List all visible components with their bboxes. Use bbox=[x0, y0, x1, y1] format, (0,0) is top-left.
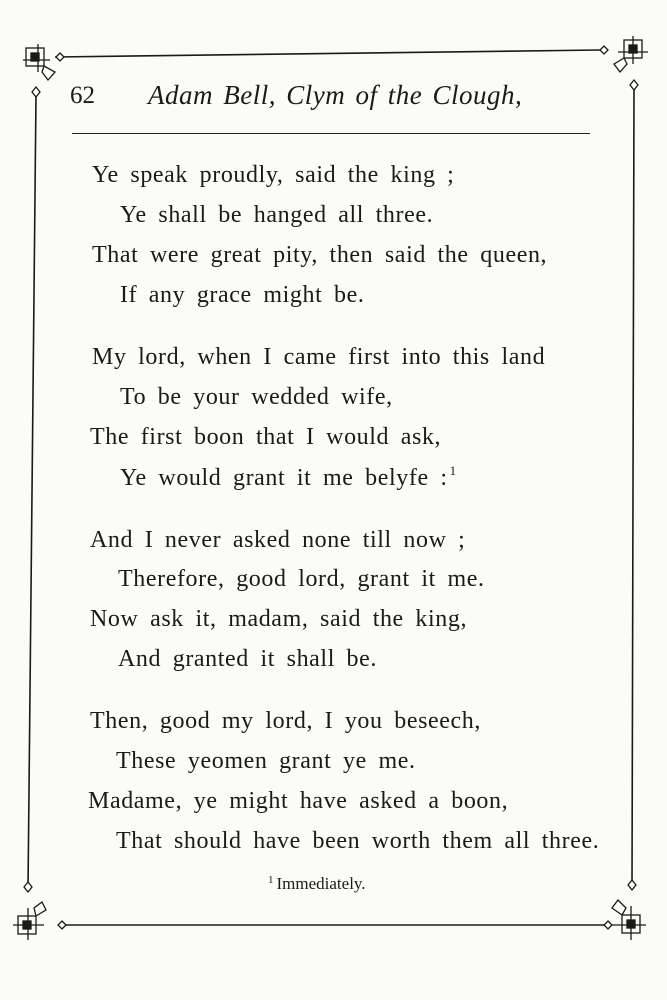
poem-line: Then, good my lord, I you beseech, bbox=[90, 708, 481, 734]
page-number: 62 bbox=[70, 82, 95, 109]
footnote bbox=[268, 874, 366, 894]
poem-line: Ye speak proudly, said the king ; bbox=[92, 162, 455, 188]
poem-line: If any grace might be. bbox=[120, 282, 365, 308]
poem-line: To be your wedded wife, bbox=[120, 384, 393, 410]
running-header bbox=[70, 80, 610, 120]
poem-line: Ye shall be hanged all three. bbox=[120, 202, 434, 228]
poem-line: My lord, when I came first into this land bbox=[92, 344, 546, 370]
corner-ornament-bottom-right bbox=[604, 880, 646, 940]
poem-line: Madame, ye might have asked a boon, bbox=[88, 788, 509, 814]
running-title: Adam Bell, Clym of the Clough, bbox=[148, 80, 523, 110]
poem-line: Therefore, good lord, grant it me. bbox=[118, 566, 485, 592]
corner-ornament-top-left bbox=[23, 44, 64, 97]
poem-line-with-note bbox=[120, 463, 457, 492]
poem-line: That were great pity, then said the queen, bbox=[92, 242, 548, 268]
header-rule bbox=[72, 133, 590, 134]
poem-line: Now ask it, madam, said the king, bbox=[90, 606, 468, 632]
footnote-marker: 1 bbox=[268, 874, 274, 886]
corner-ornament-bottom-left bbox=[13, 882, 66, 940]
poem-line: These yeomen grant ye me. bbox=[116, 748, 416, 774]
poem-line-text: Ye would grant it me belyfe : bbox=[120, 465, 448, 491]
poem-line: And I never asked none till now ; bbox=[90, 527, 466, 553]
poem-line: The first boon that I would ask, bbox=[90, 424, 442, 450]
footnote-reference: 1 bbox=[449, 463, 457, 478]
poem-line: That should have been worth them all three. bbox=[116, 828, 600, 854]
poem-line: And granted it shall be. bbox=[118, 646, 378, 672]
footnote-text: Immediately. bbox=[276, 874, 366, 893]
